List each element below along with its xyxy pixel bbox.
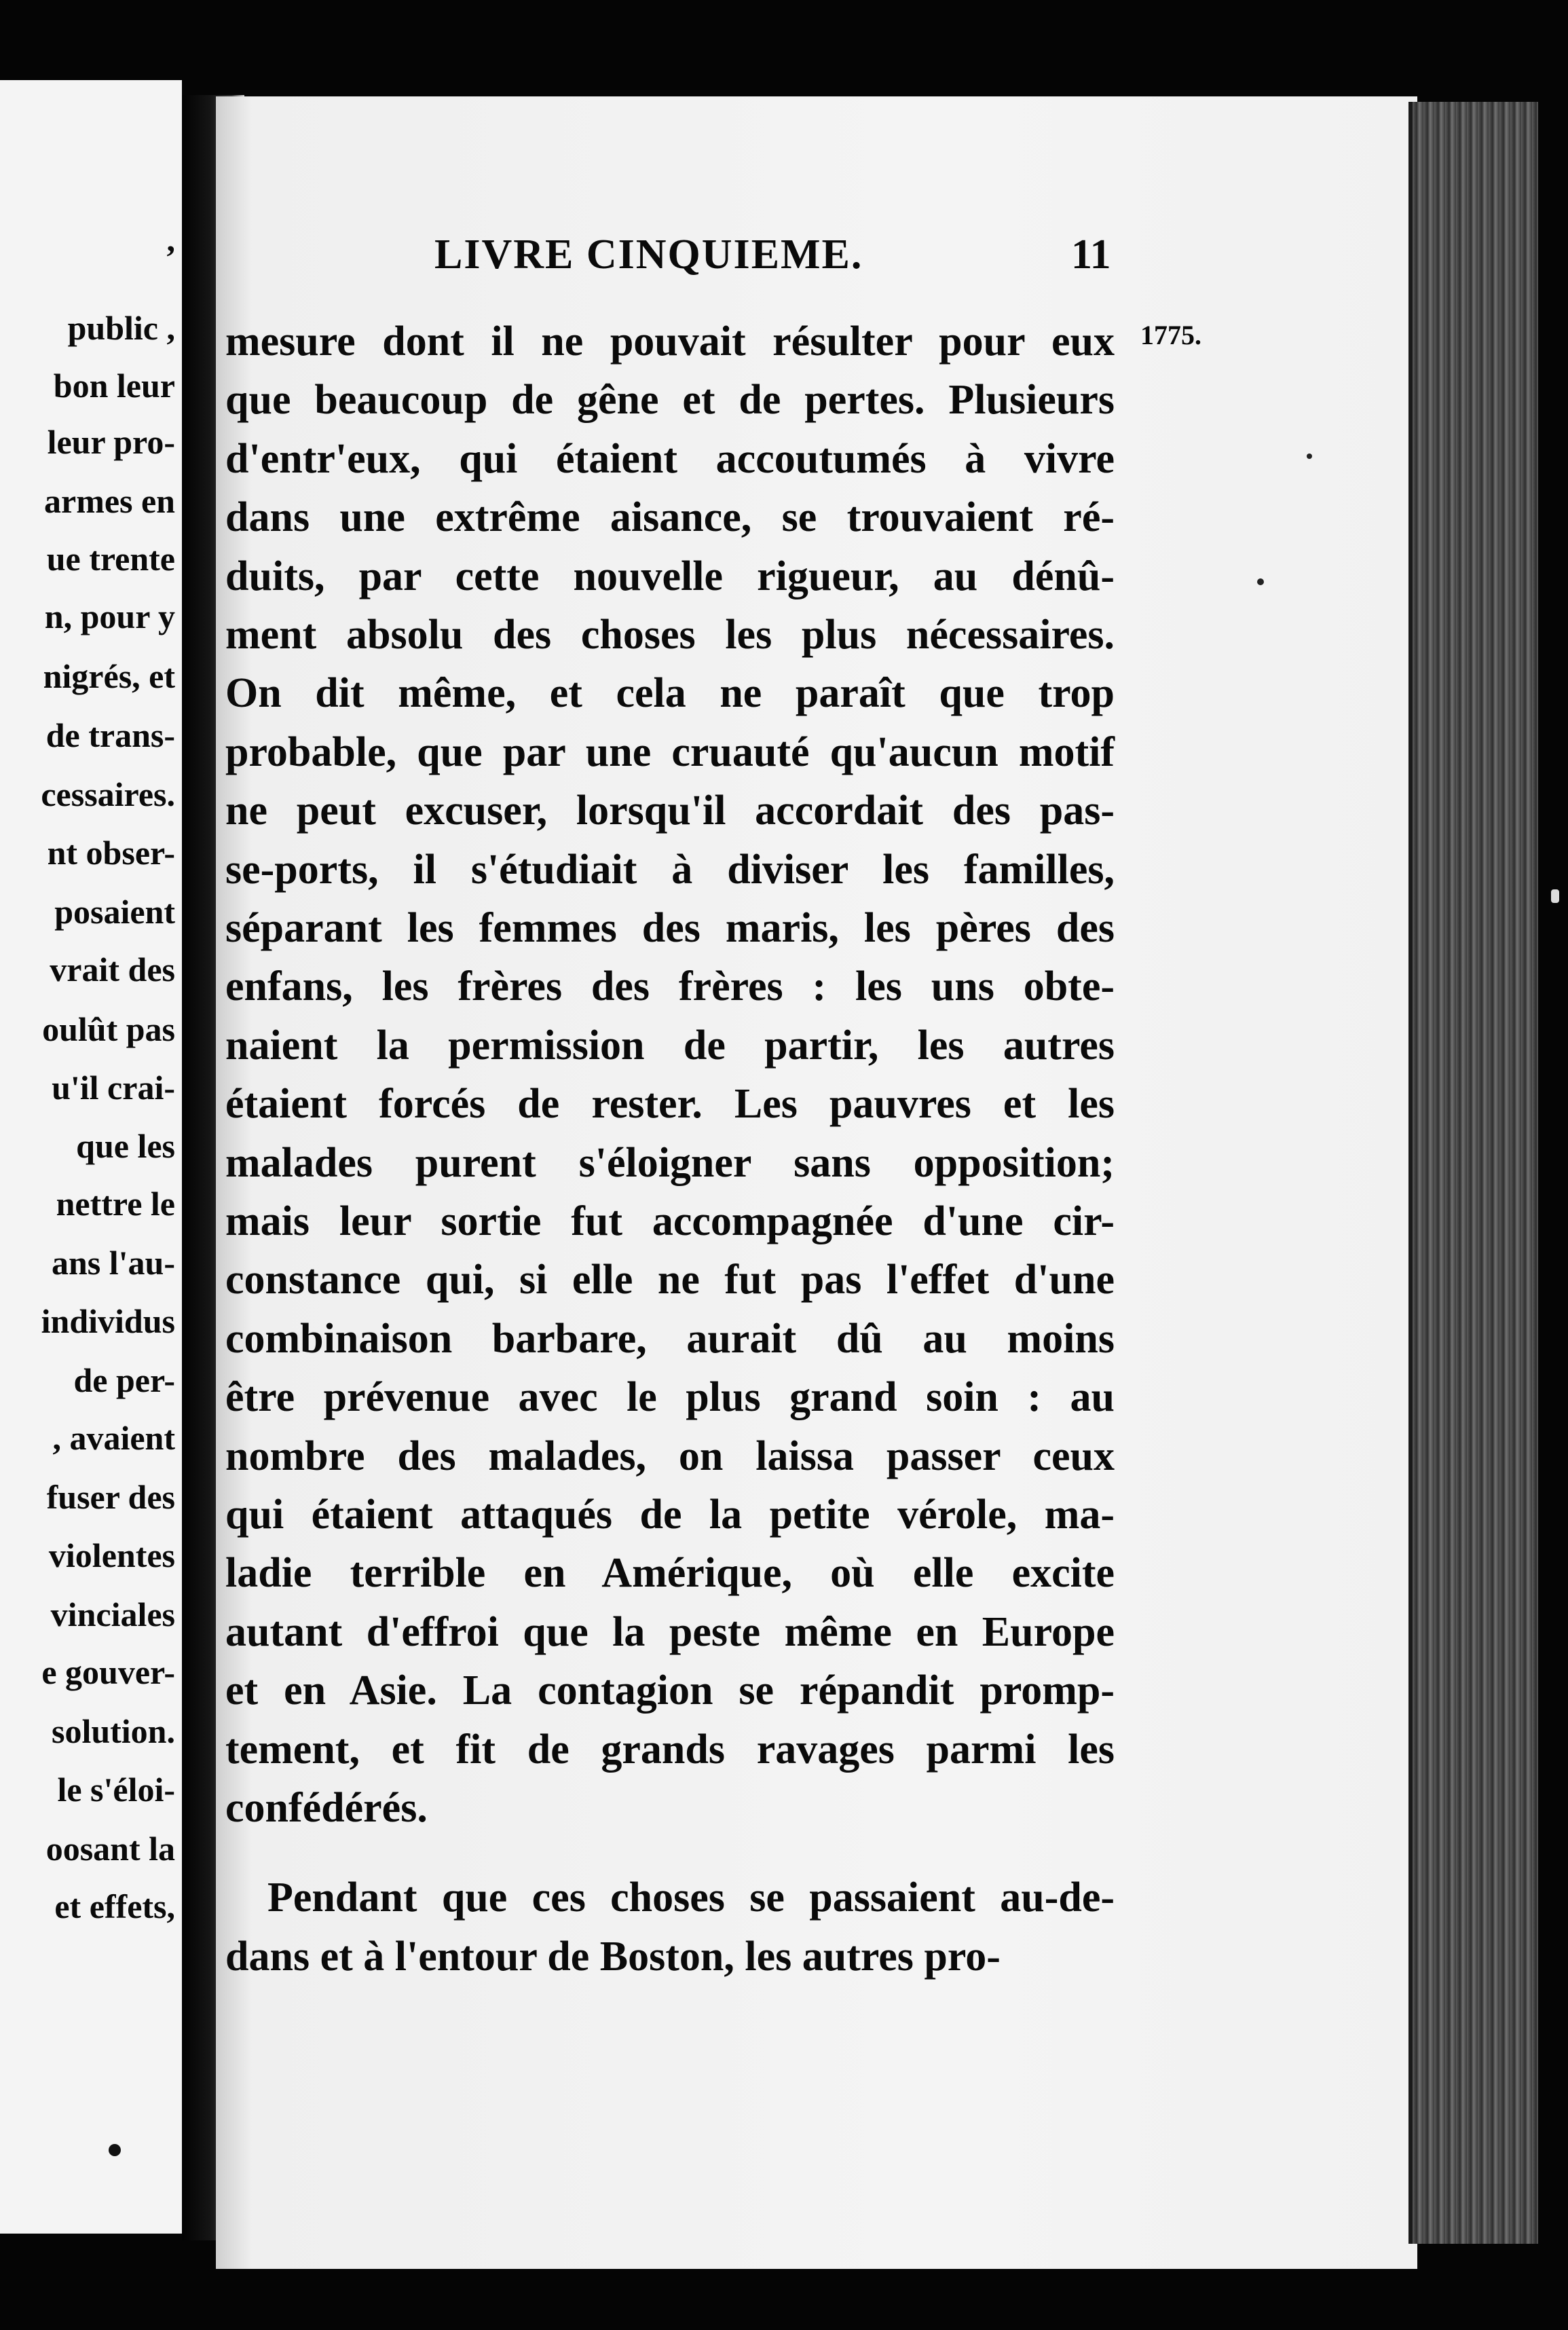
body-line: séparant les femmes des maris, les pères des	[225, 905, 1115, 951]
body-line: ne peut excuser, lorsqu'il accordait des pas-	[225, 788, 1115, 834]
page-edge	[1408, 102, 1538, 2244]
left-page-line: ,	[166, 221, 175, 259]
left-page-line: cessaires.	[41, 775, 175, 813]
body-line: malades purent s'éloigner sans opposition;	[225, 1139, 1115, 1186]
left-page-line: fuser des	[46, 1478, 175, 1516]
left-page-line: bon leur	[53, 367, 175, 405]
left-page-line: nettre le	[56, 1185, 175, 1223]
body-line: duits, par cette nouvelle rigueur, au dénû-	[225, 553, 1115, 599]
body-line: être prévenue avec le plus grand soin : au	[225, 1374, 1115, 1421]
body-line: ladie terrible en Amérique, où elle excite	[225, 1550, 1115, 1597]
left-page-line: vrait des	[50, 950, 175, 988]
left-page-line: posaient	[54, 893, 175, 931]
body-line: probable, que par une cruauté qu'aucun motif	[225, 728, 1115, 775]
left-page	[0, 80, 182, 2234]
left-page-line: solution.	[51, 1712, 175, 1750]
left-page-line: vinciales	[50, 1595, 175, 1633]
body-line: qui étaient attaqués de la petite vérole, ma-	[225, 1492, 1115, 1538]
body-line: mais leur sortie fut accompagnée d'une cir-	[225, 1198, 1115, 1244]
left-page-line: nt obser-	[47, 834, 175, 872]
left-page-line: nigrés, et	[43, 657, 175, 695]
marginal-date: 1775.	[1140, 320, 1201, 350]
left-page-line: de per-	[73, 1361, 175, 1399]
left-page-line: n, pour y	[44, 597, 175, 635]
ink-spot	[109, 2144, 121, 2156]
body-line: ment absolu des choses les plus nécessaires.	[225, 612, 1115, 658]
body-line: naient la permission de partir, les autres	[225, 1022, 1115, 1069]
body-line: d'entr'eux, qui étaient accoutumés à vivre	[225, 435, 1115, 482]
body-line: dans une extrême aisance, se trouvaient ré-	[225, 494, 1115, 541]
body-line: confédérés.	[225, 1785, 428, 1831]
ink-speck	[1307, 454, 1312, 459]
page-number: 11	[1071, 232, 1111, 278]
body-line: se-ports, il s'étudiait à diviser les familles,	[225, 846, 1115, 893]
running-header: LIVRE CINQUIEME.	[434, 232, 863, 278]
left-page-line: , avaient	[52, 1419, 175, 1457]
body-line: que beaucoup de gêne et de pertes. Plusieurs	[225, 377, 1115, 424]
body-line: constance qui, si elle ne fut pas l'effet d'une	[225, 1257, 1115, 1303]
body-line: On dit même, et cela ne paraît que trop	[225, 670, 1115, 717]
body-line: Pendant que ces choses se passaient au-de-	[267, 1874, 1115, 1921]
left-page-line: ue trente	[46, 540, 175, 578]
body-line: étaient forcés de rester. Les pauvres et les	[225, 1081, 1115, 1128]
body-line: et en Asie. La contagion se répandit promp-	[225, 1667, 1115, 1714]
body-line: combinaison barbare, aurait dû au moins	[225, 1315, 1115, 1362]
left-page-line: ans l'au-	[51, 1244, 175, 1282]
left-page-line: que les	[76, 1127, 175, 1165]
ink-speck	[1551, 889, 1559, 903]
left-page-line: individus	[41, 1302, 175, 1340]
left-page-line: violentes	[48, 1536, 175, 1574]
body-line: dans et à l'entour de Boston, les autres pro-	[225, 1933, 1001, 1980]
left-page-line: oulût pas	[42, 1010, 175, 1048]
left-page-line: leur pro-	[47, 423, 175, 461]
body-line: autant d'effroi que la peste même en Europe	[225, 1608, 1115, 1655]
left-page-line: et effets,	[54, 1887, 175, 1925]
left-page-line: armes en	[44, 482, 175, 520]
left-page-line: u'il crai-	[52, 1069, 175, 1107]
ink-speck	[1257, 578, 1264, 585]
left-page-line: public ,	[67, 309, 175, 347]
left-page-line: oosant la	[45, 1830, 175, 1868]
body-line: tement, et fit de grands ravages parmi les	[225, 1726, 1115, 1773]
body-line: enfans, les frères des frères : les uns obte-	[225, 963, 1115, 1010]
body-line: nombre des malades, on laissa passer ceux	[225, 1432, 1115, 1479]
body-line: mesure dont il ne pouvait résulter pour eux	[225, 318, 1115, 365]
left-page-line: e gouver-	[41, 1653, 175, 1691]
left-page-line: le s'éloi-	[57, 1771, 175, 1809]
left-page-line: de trans-	[45, 716, 175, 754]
